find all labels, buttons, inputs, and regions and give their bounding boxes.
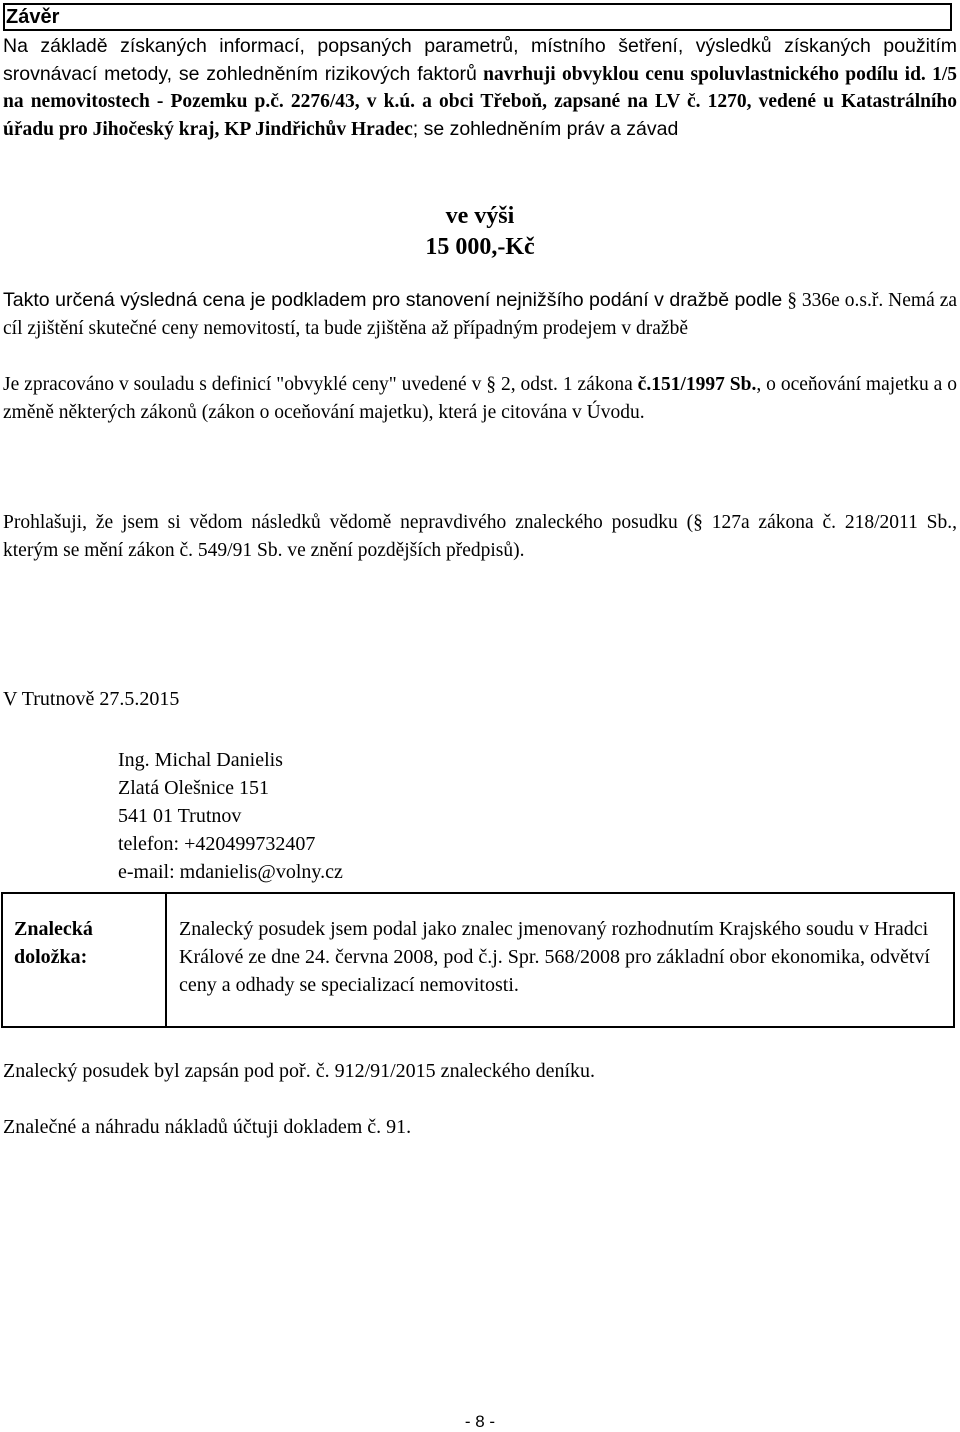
expert-city: 541 01 Trutnov: [118, 805, 242, 827]
section-heading: Závěr: [6, 6, 60, 28]
place-date: V Trutnově 27.5.2015: [3, 688, 180, 710]
legal-note-section: 2, odst. 1 zákona: [500, 374, 633, 395]
legal-note-ref: č.151/1997 Sb.: [637, 374, 757, 395]
section-symbol: §: [486, 374, 497, 395]
result-note: [3, 287, 957, 342]
declaration: [3, 509, 957, 564]
conclusion-bold: navrhuji obvyklou cenu spoluvlastnického podílu id. 1/5 na nemovitostech - Pozemku p.č. 2276/43, v k.ú. a obci Třeboň, zapsané na LV č. 1270, vedené u Katastrálního úřadu pro Jihočeský kraj, KP Jindřichův Hradec: [3, 63, 958, 140]
conclusion-intro: Na základě získaných informací, popsaných parametrů, místního šetření, výsledků získaných použitím srovnávací metody, se zohledněním rizikových faktorů: [3, 35, 957, 85]
declaration-before: Prohlašuji, že jsem si vědom následků vědomě nepravdivého znaleckého posudku (: [3, 512, 694, 533]
expert-email: e-mail: mdanielis@volny.cz: [118, 861, 343, 883]
expert-clause-text: Znalecký posudek jsem podal jako znalec jmenovaný rozhodnutím Krajského soudu v Hradci Králové ze dne 24. června 2008, pod č.j. Spr. 568/2008 pro základní obor ekonomika, odvětví ceny a odhady se specializací nemovitosti.: [179, 918, 930, 996]
section-symbol: §: [787, 290, 797, 311]
page-number: - 8 -: [464, 1412, 496, 1431]
conclusion-paragraph: [3, 33, 957, 143]
legal-note-after: , o oceňování majetku a o změně některých zákonů (zákon o oceňování majetku), která je citována v Úvodu.: [3, 374, 958, 423]
amount-label: ve výši: [445, 203, 515, 229]
heading-box: [3, 3, 952, 31]
expert-phone: telefon: +420499732407: [118, 833, 316, 855]
section-symbol: §: [693, 512, 703, 533]
legal-note: [3, 371, 957, 426]
result-note-sans: Takto určená výsledná cena je podkladem pro stanovení nejnižšího podání v dražbě podle: [3, 289, 783, 311]
registry-note: Znalecký posudek byl zapsán pod poř. č. 912/91/2015 znaleckého deníku.: [3, 1060, 596, 1082]
declaration-after: 127a zákona č. 218/2011 Sb., kterým se mění zákon č. 549/91 Sb. ve znění pozdějších předpisů).: [3, 512, 958, 561]
legal-note-text: Je zpracováno v souladu s definicí "obvyklé ceny" uvedené v: [3, 374, 482, 395]
conclusion-tail: ; se zohledněním práv a závad: [412, 117, 679, 140]
fee-note: Znalečné a náhradu nákladů účtuji dokladem č. 91.: [3, 1116, 412, 1138]
expert-name: Ing. Michal Danielis: [118, 749, 283, 771]
result-note-serif: 336e o.s.ř. Nemá za cíl zjištění skutečné ceny nemovitostí, ta bude zjištěna až případným prodejem v dražbě: [3, 290, 958, 339]
table-divider: [165, 892, 167, 1028]
expert-clause-label: Znalecká doložka:: [14, 918, 93, 968]
amount-value: 15 000,-Kč: [425, 234, 535, 260]
expert-street: Zlatá Olešnice 151: [118, 777, 270, 799]
